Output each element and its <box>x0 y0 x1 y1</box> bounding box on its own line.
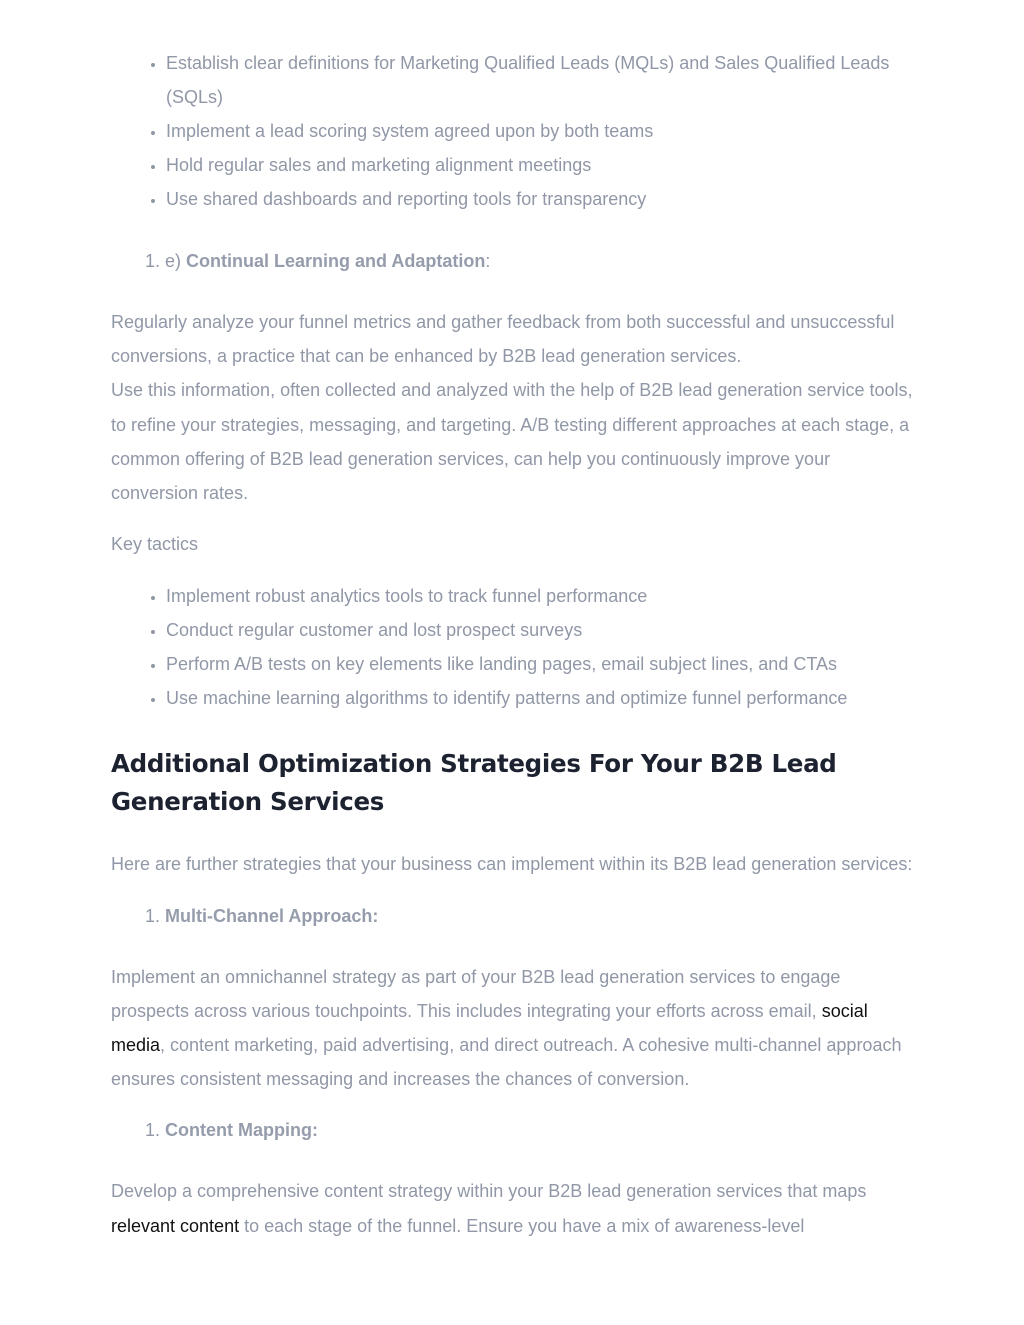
list-item: • Perform A/B tests on key elements like landing pages, email subject lines, and CTAs <box>166 647 916 681</box>
list-item: • Implement robust analytics tools to track funnel performance <box>166 579 916 613</box>
list-item: • Implement a lead scoring system agreed upon by both teams <box>166 114 916 148</box>
list-item: • Conduct regular customer and lost prospect surveys <box>166 613 916 647</box>
paragraph-text: to each stage of the funnel. Ensure you have a mix of awareness-level <box>239 1215 805 1236</box>
numbered-item-multi-channel <box>111 899 916 933</box>
list-item: • Use shared dashboards and reporting tools for transparency <box>166 182 916 216</box>
section-heading: Additional Optimization Strategies For Your B2B Lead Generation Services <box>111 749 837 817</box>
paragraph-text: Develop a comprehensive content strategy within your B2B lead generation services that maps <box>111 1181 867 1202</box>
relevant-content-link[interactable]: relevant content <box>111 1215 240 1236</box>
alignment-tactics-list <box>111 46 916 216</box>
list-item: • Use machine learning algorithms to identify patterns and optimize funnel performance <box>166 681 916 715</box>
social-media-link[interactable]: social media <box>111 1000 868 1056</box>
paragraph-text: , content marketing, paid advertising, and direct outreach. A cohesive multi-channel approach ensures consistent messaging and increases the chances of conversion. <box>111 1035 902 1090</box>
item-title: Continual Learning and Adaptation <box>186 251 486 271</box>
paragraph-multi-channel <box>111 960 916 1097</box>
item-title: Content Mapping: <box>165 1120 318 1141</box>
paragraph-content-mapping <box>111 1174 916 1242</box>
item-suffix: : <box>485 251 491 271</box>
item-number: 1. <box>145 1120 161 1141</box>
paragraph-learning-1: Regularly analyze your funnel metrics and gather feedback from both successful and unsuccessful conversions, a practice that can be enhanced by B2B lead generation services. <box>111 312 895 367</box>
item-prefix: e) <box>165 251 187 271</box>
paragraph-text: Implement an omnichannel strategy as part of your B2B lead generation services to engage prospects across various touchpoints. This includes integrating your efforts across email, <box>111 966 841 1021</box>
item-number: 1. <box>145 905 161 926</box>
paragraph-learning-2: Use this information, often collected and analyzed with the help of B2B lead generation service tools, to refine your strategies, messaging, and targeting. A/B testing different approaches at each stage, a common offering of B2B lead generation services, can help you continuously improve your conversion rates. <box>111 380 913 504</box>
numbered-item-content-mapping <box>111 1113 916 1147</box>
list-item: • Hold regular sales and marketing alignment meetings <box>166 148 916 182</box>
key-tactics-label: Key tactics <box>111 534 199 555</box>
item-title: Multi-Channel Approach: <box>165 905 379 926</box>
item-number: 1. <box>145 251 161 271</box>
numbered-item-continual-learning <box>111 244 916 278</box>
list-item: • Establish clear definitions for Marketing Qualified Leads (MQLs) and Sales Qualified Leads (SQLs) <box>166 46 916 114</box>
key-tactics-list <box>111 579 916 715</box>
article-body <box>111 46 916 1243</box>
intro-paragraph: Here are further strategies that your business can implement within its B2B lead generation services: <box>111 854 913 875</box>
